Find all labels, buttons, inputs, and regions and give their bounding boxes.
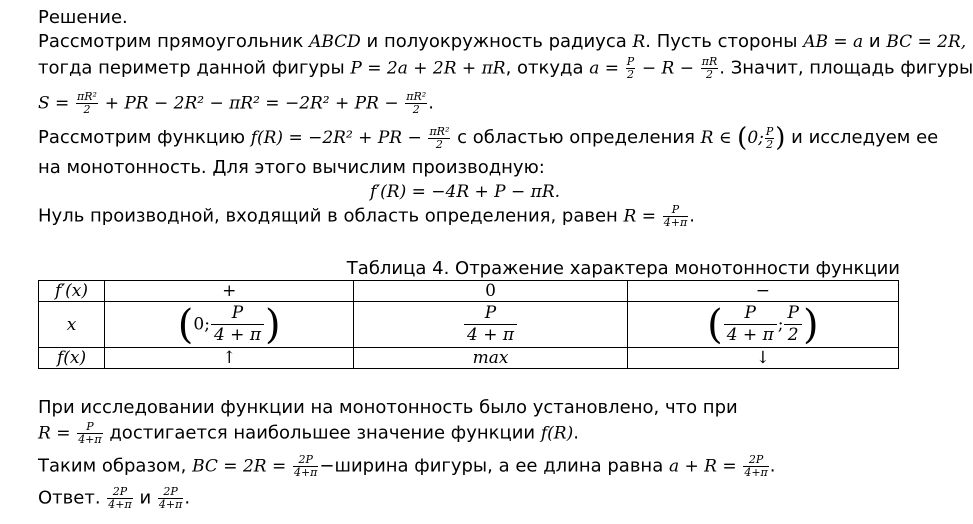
fraction (663, 204, 688, 229)
text: с областью определения (451, 127, 701, 148)
formula: R ∈ (700, 128, 732, 148)
fraction (464, 303, 517, 346)
fraction (743, 454, 768, 479)
formula: + PR − 2R² − πR² = −2R² + PR − (104, 93, 399, 114)
left-paren: ( (737, 123, 748, 153)
text: и исследуем ее (785, 127, 939, 148)
table-cell (39, 281, 105, 302)
text: , откуда (505, 57, 590, 79)
numerator: 2P (743, 454, 768, 467)
formula: BC = 2R = (192, 456, 287, 477)
numerator: 2P (293, 454, 318, 467)
formula: R = (38, 423, 71, 444)
right-paren: ) (265, 301, 281, 348)
cell-label: f′(x) (55, 281, 89, 301)
table-row (39, 302, 899, 348)
conclusion-dimensions (38, 454, 776, 479)
numerator: πR (701, 55, 718, 68)
formula: a = (589, 58, 620, 79)
denominator: 2 (435, 137, 443, 151)
formula: f′(R) = −4R + P − πR. (370, 182, 561, 202)
text: −ширина фигуры, а ее длина равна (319, 455, 669, 477)
numerator: P (77, 421, 102, 434)
formula: BC = 2R, (886, 32, 967, 52)
text: . (573, 422, 579, 444)
text: и (863, 31, 887, 52)
formula: P = 2a + 2R + πR (350, 58, 506, 79)
text: и (133, 487, 157, 509)
numerator: P (626, 55, 635, 68)
formula: f(R) (540, 423, 574, 444)
fraction (428, 126, 450, 151)
text: Рассмотрим функцию (38, 127, 251, 148)
numerator: P (765, 124, 774, 138)
formula: 0; (747, 128, 764, 148)
monotonicity-table (38, 280, 899, 369)
table-cell: 0 (354, 281, 627, 302)
fraction (158, 486, 183, 511)
text: . (184, 487, 191, 509)
numerator: P (464, 303, 517, 325)
paragraph-rectangle (38, 30, 966, 54)
fraction (405, 91, 427, 116)
numerator: 2P (158, 486, 183, 499)
denominator: 2 (766, 137, 774, 151)
answer (38, 486, 190, 511)
numerator: 2P (107, 486, 132, 499)
table-cell: ↑ (105, 348, 354, 369)
formula: 0; (193, 314, 210, 334)
derivative-formula (370, 180, 560, 204)
fraction (211, 303, 264, 346)
fraction (107, 486, 132, 511)
formula: S = (38, 93, 70, 114)
denominator: 2 (83, 103, 91, 116)
denominator: 4 + π (213, 325, 261, 345)
text: достигается наибольшее значение функции (103, 422, 541, 444)
formula: AB = a (803, 32, 864, 52)
numerator: P (211, 303, 264, 325)
numerator: πR² (429, 124, 450, 138)
numerator: P (784, 303, 801, 325)
denominator: 4+π (663, 216, 688, 229)
denominator: 4+π (108, 498, 132, 511)
fraction (76, 91, 98, 116)
table-row (39, 348, 899, 369)
formula: f(R) = −2R² + PR − (250, 128, 422, 148)
text: Рассмотрим прямоугольник (38, 31, 310, 52)
formula: R = (623, 206, 656, 227)
cell-label: x (66, 314, 77, 335)
right-paren: ) (802, 301, 819, 348)
table-cell: − (627, 281, 898, 302)
table-cell: + (105, 281, 354, 302)
text: . Значит, площадь фигуры (719, 57, 973, 79)
formula: R (632, 32, 646, 52)
cell-label: f(x) (56, 348, 87, 368)
text: Нуль производной, входящий в область определения, равен (38, 205, 624, 227)
fraction (724, 303, 777, 346)
conclusion-max (38, 421, 579, 446)
text: . (689, 205, 695, 227)
text: . Пусть стороны (645, 31, 804, 52)
formula: − R − (641, 58, 695, 79)
numerator: P (724, 303, 777, 325)
conclusion-intro: При исследовании функции на монотонность было установлено, что при (38, 397, 738, 418)
denominator: 2 (787, 325, 799, 345)
table-caption: Таблица 4. Отражение характера монотонности функции (346, 258, 900, 279)
table-cell (39, 302, 105, 348)
fraction (293, 454, 318, 479)
denominator: 4+π (744, 466, 768, 479)
table-cell (354, 302, 627, 348)
paragraph-area-formula (38, 91, 434, 116)
paragraph-monotonicity: на монотонность. Для этого вычислим производную: (38, 157, 545, 178)
text: . (428, 92, 434, 114)
text: Ответ. (38, 487, 107, 509)
table-row (39, 281, 899, 302)
denominator: 4 + π (466, 325, 515, 345)
left-paren: ( (707, 301, 723, 348)
denominator: 2 (626, 68, 634, 81)
numerator: P (663, 204, 688, 217)
fraction (701, 56, 719, 81)
paragraph-function (38, 123, 938, 153)
table-cell (105, 302, 354, 348)
left-paren: ( (177, 301, 194, 348)
denominator: 4+π (293, 466, 318, 479)
denominator: 2 (706, 68, 713, 81)
formula: a + R = (668, 456, 737, 477)
numerator: πR² (406, 90, 427, 103)
table-cell: ↓ (627, 348, 898, 369)
text: и полуокружность радиуса (360, 31, 633, 52)
fraction (626, 56, 635, 81)
fraction (77, 421, 102, 446)
denominator: 4+π (78, 433, 102, 446)
numerator: πR² (77, 90, 97, 103)
cell-value: max (472, 348, 509, 368)
table-cell (627, 302, 898, 348)
table-cell (39, 348, 105, 369)
paragraph-perimeter (38, 56, 973, 81)
denominator: 4+π (158, 498, 183, 511)
text: Таким образом, (38, 455, 193, 477)
text: тогда периметр данной фигуры (38, 57, 351, 79)
text: . (769, 455, 776, 477)
formula: ABCD (309, 32, 361, 52)
table-cell (354, 348, 627, 369)
separator: ; (777, 314, 784, 334)
denominator: 2 (412, 103, 420, 116)
fraction (765, 126, 774, 151)
heading: Решение. (38, 7, 128, 28)
denominator: 4 + π (726, 325, 774, 345)
right-paren: ) (775, 123, 786, 153)
paragraph-derivative-zero (38, 204, 695, 229)
fraction (784, 303, 801, 346)
